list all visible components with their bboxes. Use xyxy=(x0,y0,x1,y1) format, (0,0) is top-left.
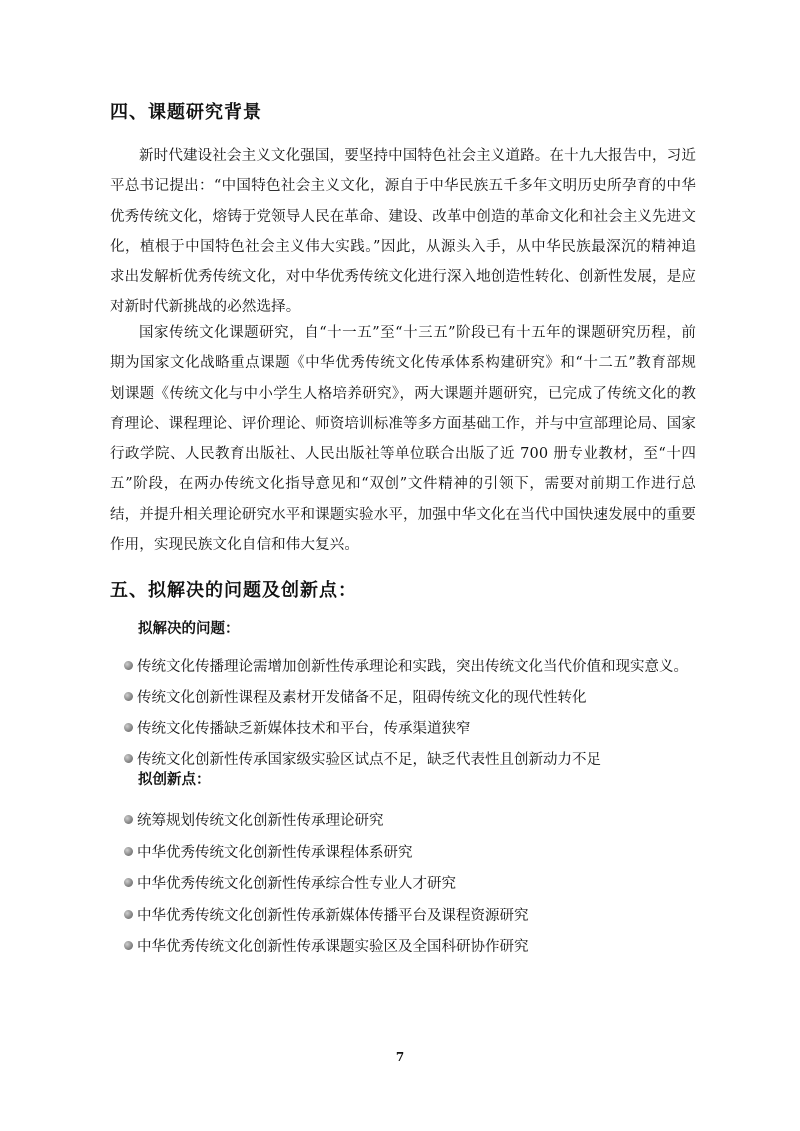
innovations-label: 拟创新点： xyxy=(138,771,211,788)
background-paragraph-1: 新时代建设社会主义文化强国，要坚持中国特色社会主义道路。在十九大报告中，习近平总书记提出：“中国特色社会主义文化，源自于中华民族五千多年文明历史所孕育的中华优秀传统文化，熔铸于党领导人民在革命、建设、改革中创造的革命文化和社会主义先进文化，植根于中国特色社会主义伟大实践。”因此，从源头入手，从中华民族最深沉的精神追求出发解析优秀传统文化，对中华优秀传统文化进行深入地创造性转化、创新性发展，是应对新时代新挑战的必然选择。 xyxy=(110,148,696,316)
round-bullet-icon xyxy=(124,723,133,732)
list-item-text: 中华优秀传统文化创新性传承新媒体传播平台及课程资源研究 xyxy=(137,907,529,924)
list-item xyxy=(124,930,529,962)
list-item xyxy=(124,899,529,931)
round-bullet-icon xyxy=(124,692,133,701)
round-bullet-icon xyxy=(124,815,133,824)
background-paragraph-2: 国家传统文化课题研究，自“十一五”至“十三五”阶段已有十五年的课题研究历程，前期为国家文化战略重点课题《中华优秀传统文化传承体系构建研究》和“十二五”教育部规划课题《传统文化与中小学生人格培养研究》，两大课题并题研究，已完成了传统文化的教育理论、课程理论、评价理论、师资培训标准等多方面基础工作，并与中宣部理论局、国家行政学院、人民教育出版社、人民出版社等单位联合出版了近 700 册专业教材，至“十四五”阶段，在两办传统文化指导意见和“双创”文件精神的引领下，需要对前期工作进行总结，并提升相关理论研究水平和课题实验水平，加强中华文化在当代中国快速发展中的重要作用，实现民族文化自信和伟大复兴。 xyxy=(110,325,696,554)
section-heading-background: 四、课题研究背景 xyxy=(110,102,262,123)
list-item xyxy=(124,804,529,836)
problems-label: 拟解决的问题： xyxy=(138,620,240,637)
list-item-text: 传统文化创新性传承国家级实验区试点不足，缺乏代表性且创新动力不足 xyxy=(137,752,601,768)
list-item-text: 传统文化创新性课程及素材开发储备不足，阻碍传统文化的现代性转化 xyxy=(137,690,587,706)
list-item xyxy=(124,681,688,712)
list-item-text: 传统文化传播理论需增加创新性传承理论和实践，突出传统文化当代价值和现实意义。 xyxy=(137,659,688,675)
round-bullet-icon xyxy=(124,910,133,919)
problems-list xyxy=(124,650,688,774)
list-item xyxy=(124,712,688,743)
round-bullet-icon xyxy=(124,847,133,856)
list-item xyxy=(124,836,529,868)
round-bullet-icon xyxy=(124,878,133,887)
round-bullet-icon xyxy=(124,941,133,950)
list-item-text: 中华优秀传统文化创新性传承课程体系研究 xyxy=(137,844,413,861)
innovations-list xyxy=(124,804,529,962)
round-bullet-icon xyxy=(124,661,133,670)
list-item-text: 中华优秀传统文化创新性传承课题实验区及全国科研协作研究 xyxy=(137,939,529,956)
round-bullet-icon xyxy=(124,754,133,763)
list-item-text: 中华优秀传统文化创新性传承综合性专业人才研究 xyxy=(137,876,456,893)
section-heading-problems-innovations: 五、拟解决的问题及创新点： xyxy=(110,580,357,601)
list-item-text: 统筹规划传统文化创新性传承理论研究 xyxy=(137,813,384,830)
list-item xyxy=(124,867,529,899)
list-item-text: 传统文化传播缺乏新媒体技术和平台，传承渠道狭窄 xyxy=(137,721,471,737)
list-item xyxy=(124,650,688,681)
page-number: 7 xyxy=(395,1050,405,1064)
